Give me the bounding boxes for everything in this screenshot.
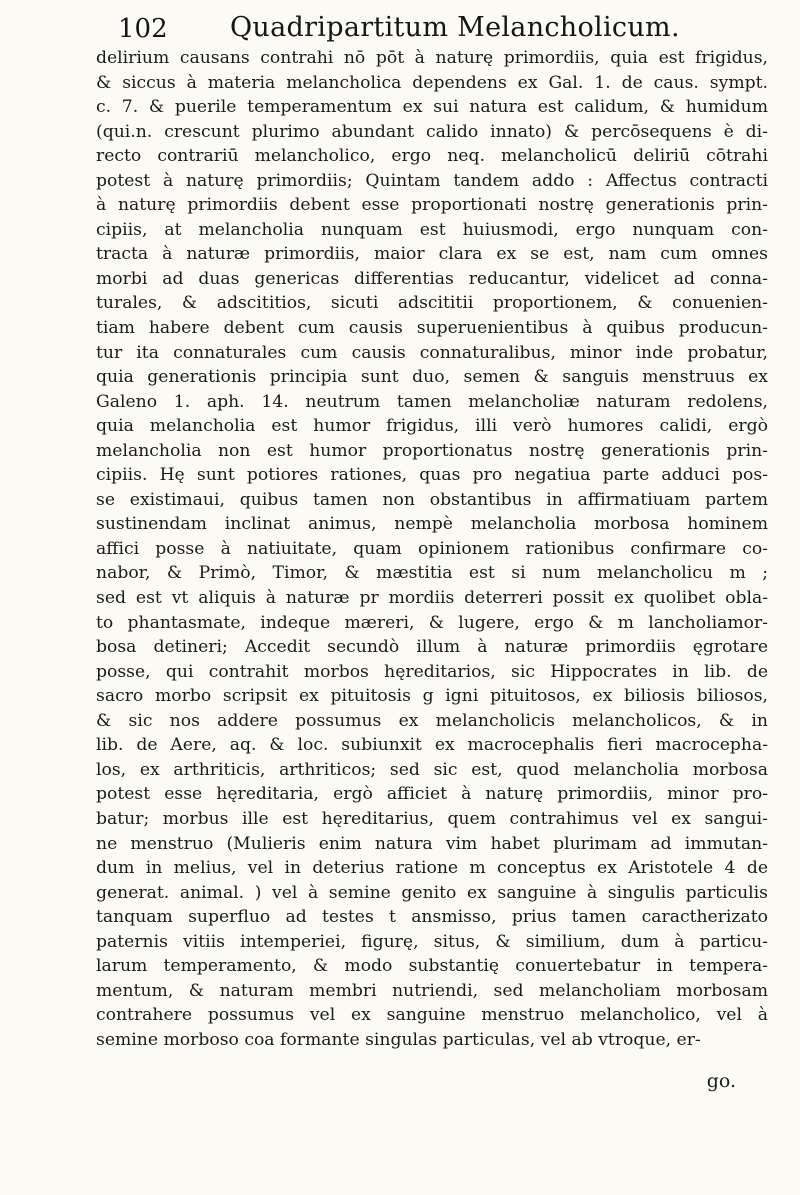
text-line: sed est vt aliquis à naturæ pr mordiis deterreri possit ex quolibet obla- [96, 588, 768, 609]
text-line: recto contrariū melancholico, ergo neq. melancholicū deliriū cōtrahi [96, 146, 768, 167]
text-line: posse, qui contrahit morbos hęreditarios, sic Hippocrates in lib. de [96, 661, 768, 682]
text-line: potest à naturę primordiis; Quintam tandem addo : Affectus contracti [96, 170, 768, 191]
text-line: à naturę primordiis debent esse proportionati nostrę generationis prin- [96, 195, 768, 216]
text-line: delirium causans contrahi nō pōt à naturę primordiis, quia est frigidus, [96, 48, 768, 68]
text-line: tur ita connaturales cum causis connaturalibus, minor inde probatur, [96, 342, 768, 363]
page-number: 102 [118, 14, 168, 44]
text-line: los, ex arthriticis, arthriticos; sed sic est, quod melancholia morbosa [96, 759, 768, 780]
text-line: affici posse à natiuitate, quam opinionem rationibus confirmare co- [96, 538, 768, 559]
text-line: cipiis. Hę sunt potiores rationes, quas pro negatiua parte adduci pos- [96, 465, 768, 486]
text-line: quia generationis principia sunt duo, semen & sanguis menstruus ex [96, 367, 768, 388]
text-line: larum temperamento, & modo substantię conuertebatur in tempera- [96, 956, 768, 977]
body-text [96, 46, 768, 1052]
text-line: tracta à naturæ primordiis, maior clara ex se est, nam cum omnes [96, 244, 768, 265]
text-line: generat. animal. ) vel à semine genito ex sanguine à singulis particulis [96, 882, 768, 903]
text-line: sustinendam inclinat animus, nempè melancholia morbosa hominem [96, 514, 768, 535]
text-line: contrahere possumus vel ex sanguine menstruo melancholico, vel à [96, 1005, 768, 1026]
text-line: batur; morbus ille est hęreditarius, quem contrahimus vel ex sangui- [96, 808, 768, 829]
text-line: to phantasmate, indeque mæreri, & lugere, ergo & m lancholiamor- [96, 612, 768, 633]
text-line: c. 7. & puerile temperamentum ex sui natura est calidum, & humidum [96, 97, 768, 118]
text-line: bosa detineri; Accedit secundò illum à naturæ primordiis ęgrotare [96, 637, 768, 658]
text-line: (qui.n. crescunt plurimo abundant calido innato) & percōsequens è di- [96, 121, 768, 142]
text-line: cipiis, at melancholia nunquam est huiusmodi, ergo nunquam con- [96, 219, 768, 240]
text-line: lib. de Aere, aq. & loc. subiunxit ex macrocephalis fieri macrocepha- [96, 735, 768, 756]
text-line: nabor, & Primò, Timor, & mæstitia est si num melancholicu m ; [96, 563, 768, 584]
text-line: se existimaui, quibus tamen non obstantibus in affirmatiuam partem [96, 489, 768, 510]
text-line: dum in melius, vel in deterius ratione m conceptus ex Aristotele 4 de [96, 858, 768, 879]
running-title: Quadripartitum Melancholicum. [230, 12, 680, 43]
catchword: go. [706, 1070, 736, 1092]
text-line: potest esse hęreditaria, ergò afficiet à naturę primordiis, minor pro- [96, 784, 768, 805]
text-line: paternis vitiis intemperiei, figurę, situs, & similium, dum à particu- [96, 931, 768, 952]
text-line: turales, & adscititios, sicuti adscititii proportionem, & conuenien- [96, 293, 768, 314]
page-header [118, 8, 758, 50]
text-line: Galeno 1. aph. 14. neutrum tamen melancholiæ naturam redolens, [96, 391, 768, 412]
text-line: sacro morbo scripsit ex pituitosis g igni pituitosos, ex biliosis biliosos, [96, 686, 768, 707]
text-line: & sic nos addere possumus ex melancholicis melancholicos, & in [96, 710, 768, 731]
text-line: mentum, & naturam membri nutriendi, sed melancholiam morbosam [96, 980, 768, 1001]
text-line: & siccus à materia melancholica dependens ex Gal. 1. de caus. sympt. [96, 72, 768, 93]
text-line: ne menstruo (Mulieris enim natura vim habet plurimam ad immutan- [96, 833, 768, 854]
text-line: morbi ad duas genericas differentias reducantur, videlicet ad conna- [96, 268, 768, 289]
text-line: melancholia non est humor proportionatus nostrę generationis prin- [96, 440, 768, 461]
text-line: semine morboso coa formante singulas particulas, vel ab vtroque, er- [96, 1029, 701, 1050]
text-line: quia melancholia est humor frigidus, illi verò humores calidi, ergò [96, 416, 768, 437]
text-line: tiam habere debent cum causis superuenientibus à quibus producun- [96, 318, 768, 339]
text-line: tanquam superfluo ad testes t ansmisso, prius tamen caractherizato [96, 907, 768, 928]
